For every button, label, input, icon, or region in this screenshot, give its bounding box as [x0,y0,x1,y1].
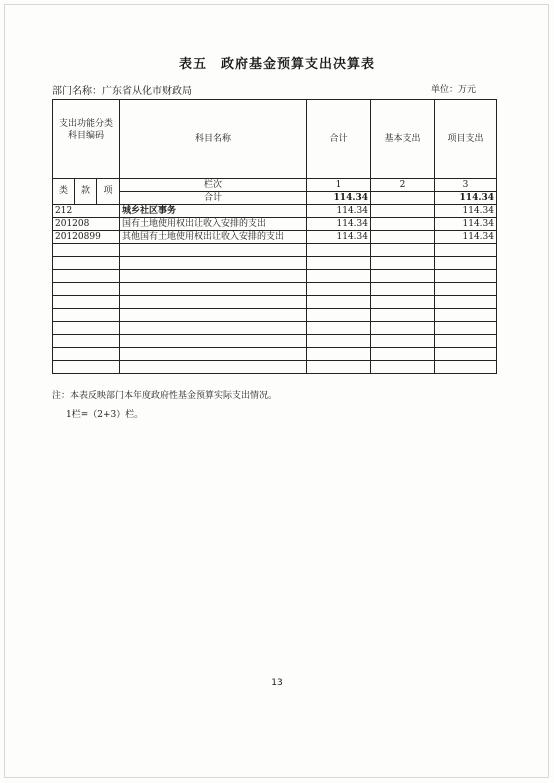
empty-row [53,309,497,322]
row-total: 114.34 [307,205,371,218]
header-classification: 支出功能分类科目编码 [53,100,120,179]
column-number-row [53,179,497,192]
unit-label: 单位：万元 [431,85,477,95]
empty-row [53,335,497,348]
table-row [53,218,497,231]
empty-row [53,244,497,257]
empty-row [53,322,497,335]
row-project: 114.34 [435,218,497,231]
header-row [53,100,497,179]
row-project: 114.34 [435,205,497,218]
header-kuan: 款 [75,179,97,205]
column-label: 栏次 [120,179,307,192]
page-number: 13 [271,678,283,688]
total-basic [371,192,435,205]
header-subject-name: 科目名称 [120,100,307,179]
row-total: 114.34 [307,218,371,231]
row-code: 201208 [53,218,120,231]
row-name: 国有土地使用权出让收入安排的支出 [120,218,307,231]
row-code: 20120899 [53,231,120,244]
note-line-1: 注：本表反映部门本年度政府性基金预算实际支出情况。 [52,391,278,401]
note-line-2: 1栏=（2+3）栏。 [66,410,144,420]
empty-row [53,296,497,309]
department-name: 部门名称：广东省从化市财政局 [52,86,192,97]
row-basic [371,205,435,218]
title-prefix: 表五 [178,57,207,72]
empty-row [53,361,497,374]
empty-row [53,283,497,296]
header-project: 项目支出 [435,100,497,179]
empty-row [53,270,497,283]
table-row [53,231,497,244]
row-project: 114.34 [435,231,497,244]
empty-row [53,257,497,270]
total-total: 114.34 [307,192,371,205]
row-name: 其他国有土地使用权出让收入安排的支出 [120,231,307,244]
row-basic [371,231,435,244]
row-basic [371,218,435,231]
expenditure-table [52,99,497,374]
column-number-1: 1 [307,179,371,192]
header-lei: 类 [53,179,75,205]
header-xiang: 项 [97,179,120,205]
row-name: 城乡社区事务 [120,205,307,218]
table-row [53,205,497,218]
column-number-2: 2 [371,179,435,192]
empty-row [53,348,497,361]
page-title [0,53,554,72]
column-number-3: 3 [435,179,497,192]
row-code: 212 [53,205,120,218]
notes [52,387,277,425]
total-row [53,192,497,205]
total-project: 114.34 [435,192,497,205]
total-label: 合计 [120,192,307,205]
row-total: 114.34 [307,231,371,244]
header-basic: 基本支出 [371,100,435,179]
header-total: 合计 [307,100,371,179]
title-text: 政府基金预算支出决算表 [221,57,376,72]
